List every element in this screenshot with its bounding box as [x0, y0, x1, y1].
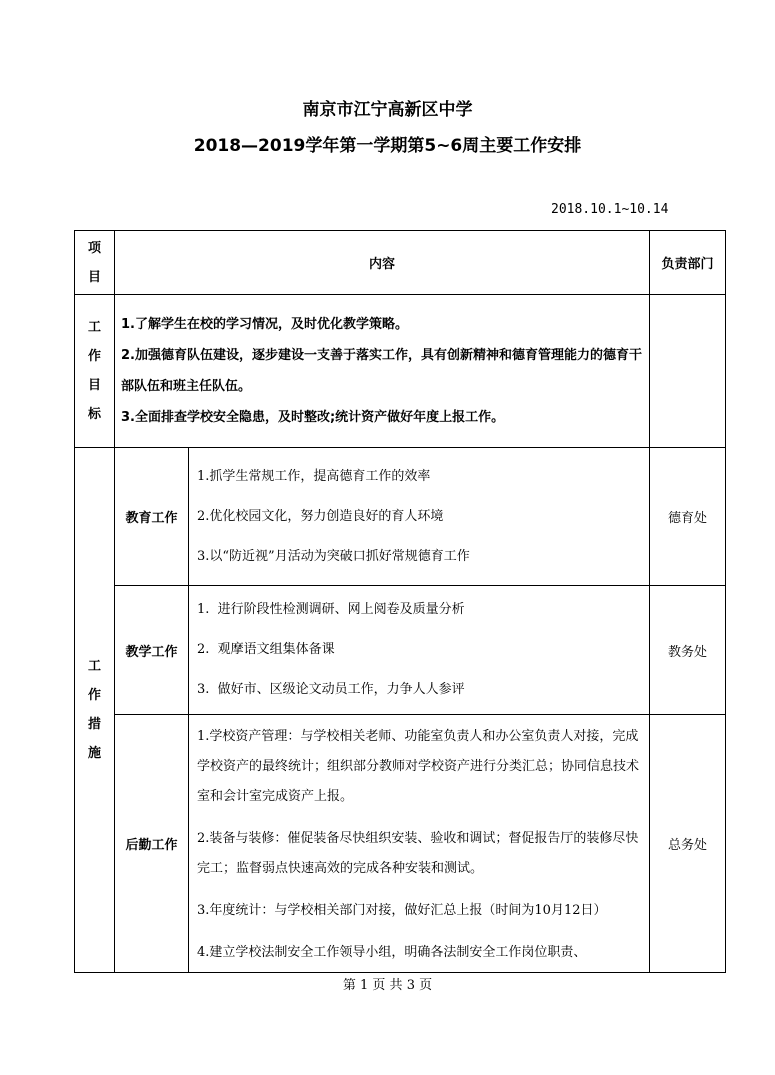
education-label: 教育工作: [115, 448, 189, 586]
teaching-label: 教学工作: [115, 586, 189, 715]
school-title: 南京市江宁高新区中学: [302, 100, 473, 120]
logistics-row: [75, 715, 726, 973]
measures-label-char: 作: [87, 688, 101, 703]
table-header-row: [75, 231, 726, 295]
goal-content: [115, 295, 650, 448]
goal-label-char: 标: [87, 407, 101, 422]
header-item: [75, 231, 115, 295]
list-item: 3.年度统计：与学校相关部门对接，做好汇总上报（时间为10月12日）: [197, 902, 607, 918]
logistics-dept: 总务处: [650, 715, 726, 973]
header-item-char: 项: [87, 240, 101, 256]
logistics-items: [189, 715, 650, 973]
schedule-table: [74, 230, 726, 973]
teaching-dept: 教务处: [650, 586, 726, 715]
header-content: 内容: [115, 231, 650, 295]
schedule-subtitle: 2018—2019学年第一学期第5~6周主要工作安排: [193, 136, 582, 156]
education-dept: 德育处: [650, 448, 726, 586]
list-item: 1.学校资产管理：与学校相关老师、功能室负责人和办公室负责人对接，完成学校资产的最终统计；组织部分教师对学校资产进行分类汇总；协同信息技术室和会计室完成资产上报。: [197, 728, 640, 804]
list-item: 4.建立学校法制安全工作领导小组，明确各法制安全工作岗位职责、: [197, 944, 587, 960]
goal-line: 1.了解学生在校的学习情况，及时优化教学策略。: [121, 317, 408, 332]
header-dept: 负责部门: [650, 231, 726, 295]
list-item: 3. 做好市、区级论文动员工作，力争人人参评: [197, 682, 465, 697]
logistics-label: 后勤工作: [115, 715, 189, 973]
list-item: 2.优化校园文化，努力创造良好的育人环境: [197, 508, 444, 524]
measures-label-char: 施: [87, 746, 101, 761]
goal-label-char: 工: [87, 320, 101, 335]
teaching-row: [75, 586, 726, 715]
header-item-char: 目: [87, 269, 101, 285]
list-item: 1. 进行阶段性检测调研、网上阅卷及质量分析: [197, 602, 465, 617]
list-item: 1.抓学生常规工作，提高德育工作的效率: [197, 468, 431, 484]
teaching-items: [189, 586, 650, 715]
page-footer: 第 1 页 共 3 页: [342, 978, 433, 993]
measures-label: [75, 448, 115, 973]
goal-line: 2.加强德育队伍建设，逐步建设一支善于落实工作，具有创新精神和德育管理能力的德育干部队伍和班主任队伍。: [121, 348, 642, 394]
goal-label: [75, 295, 115, 448]
list-item: 2. 观摩语文组集体备课: [197, 642, 335, 657]
measures-label-char: 措: [87, 717, 101, 732]
date-range: 2018.10.1~10.14: [551, 202, 669, 217]
goal-label-char: 作: [87, 349, 101, 364]
goal-line: 3.全面排查学校安全隐患，及时整改;统计资产做好年度上报工作。: [121, 410, 505, 425]
goal-row: [75, 295, 726, 448]
education-items: [189, 448, 650, 586]
goal-label-char: 目: [87, 378, 101, 393]
list-item: 3.以“防近视”月活动为突破口抓好常规德育工作: [197, 548, 470, 564]
list-item: 2.装备与装修：催促装备尽快组织安装、验收和调试；督促报告厅的装修尽快完工；监督弱点快速高效的完成各种安装和测试。: [197, 830, 639, 876]
goal-dept: [650, 295, 726, 448]
education-row: [75, 448, 726, 586]
measures-label-char: 工: [87, 659, 101, 674]
